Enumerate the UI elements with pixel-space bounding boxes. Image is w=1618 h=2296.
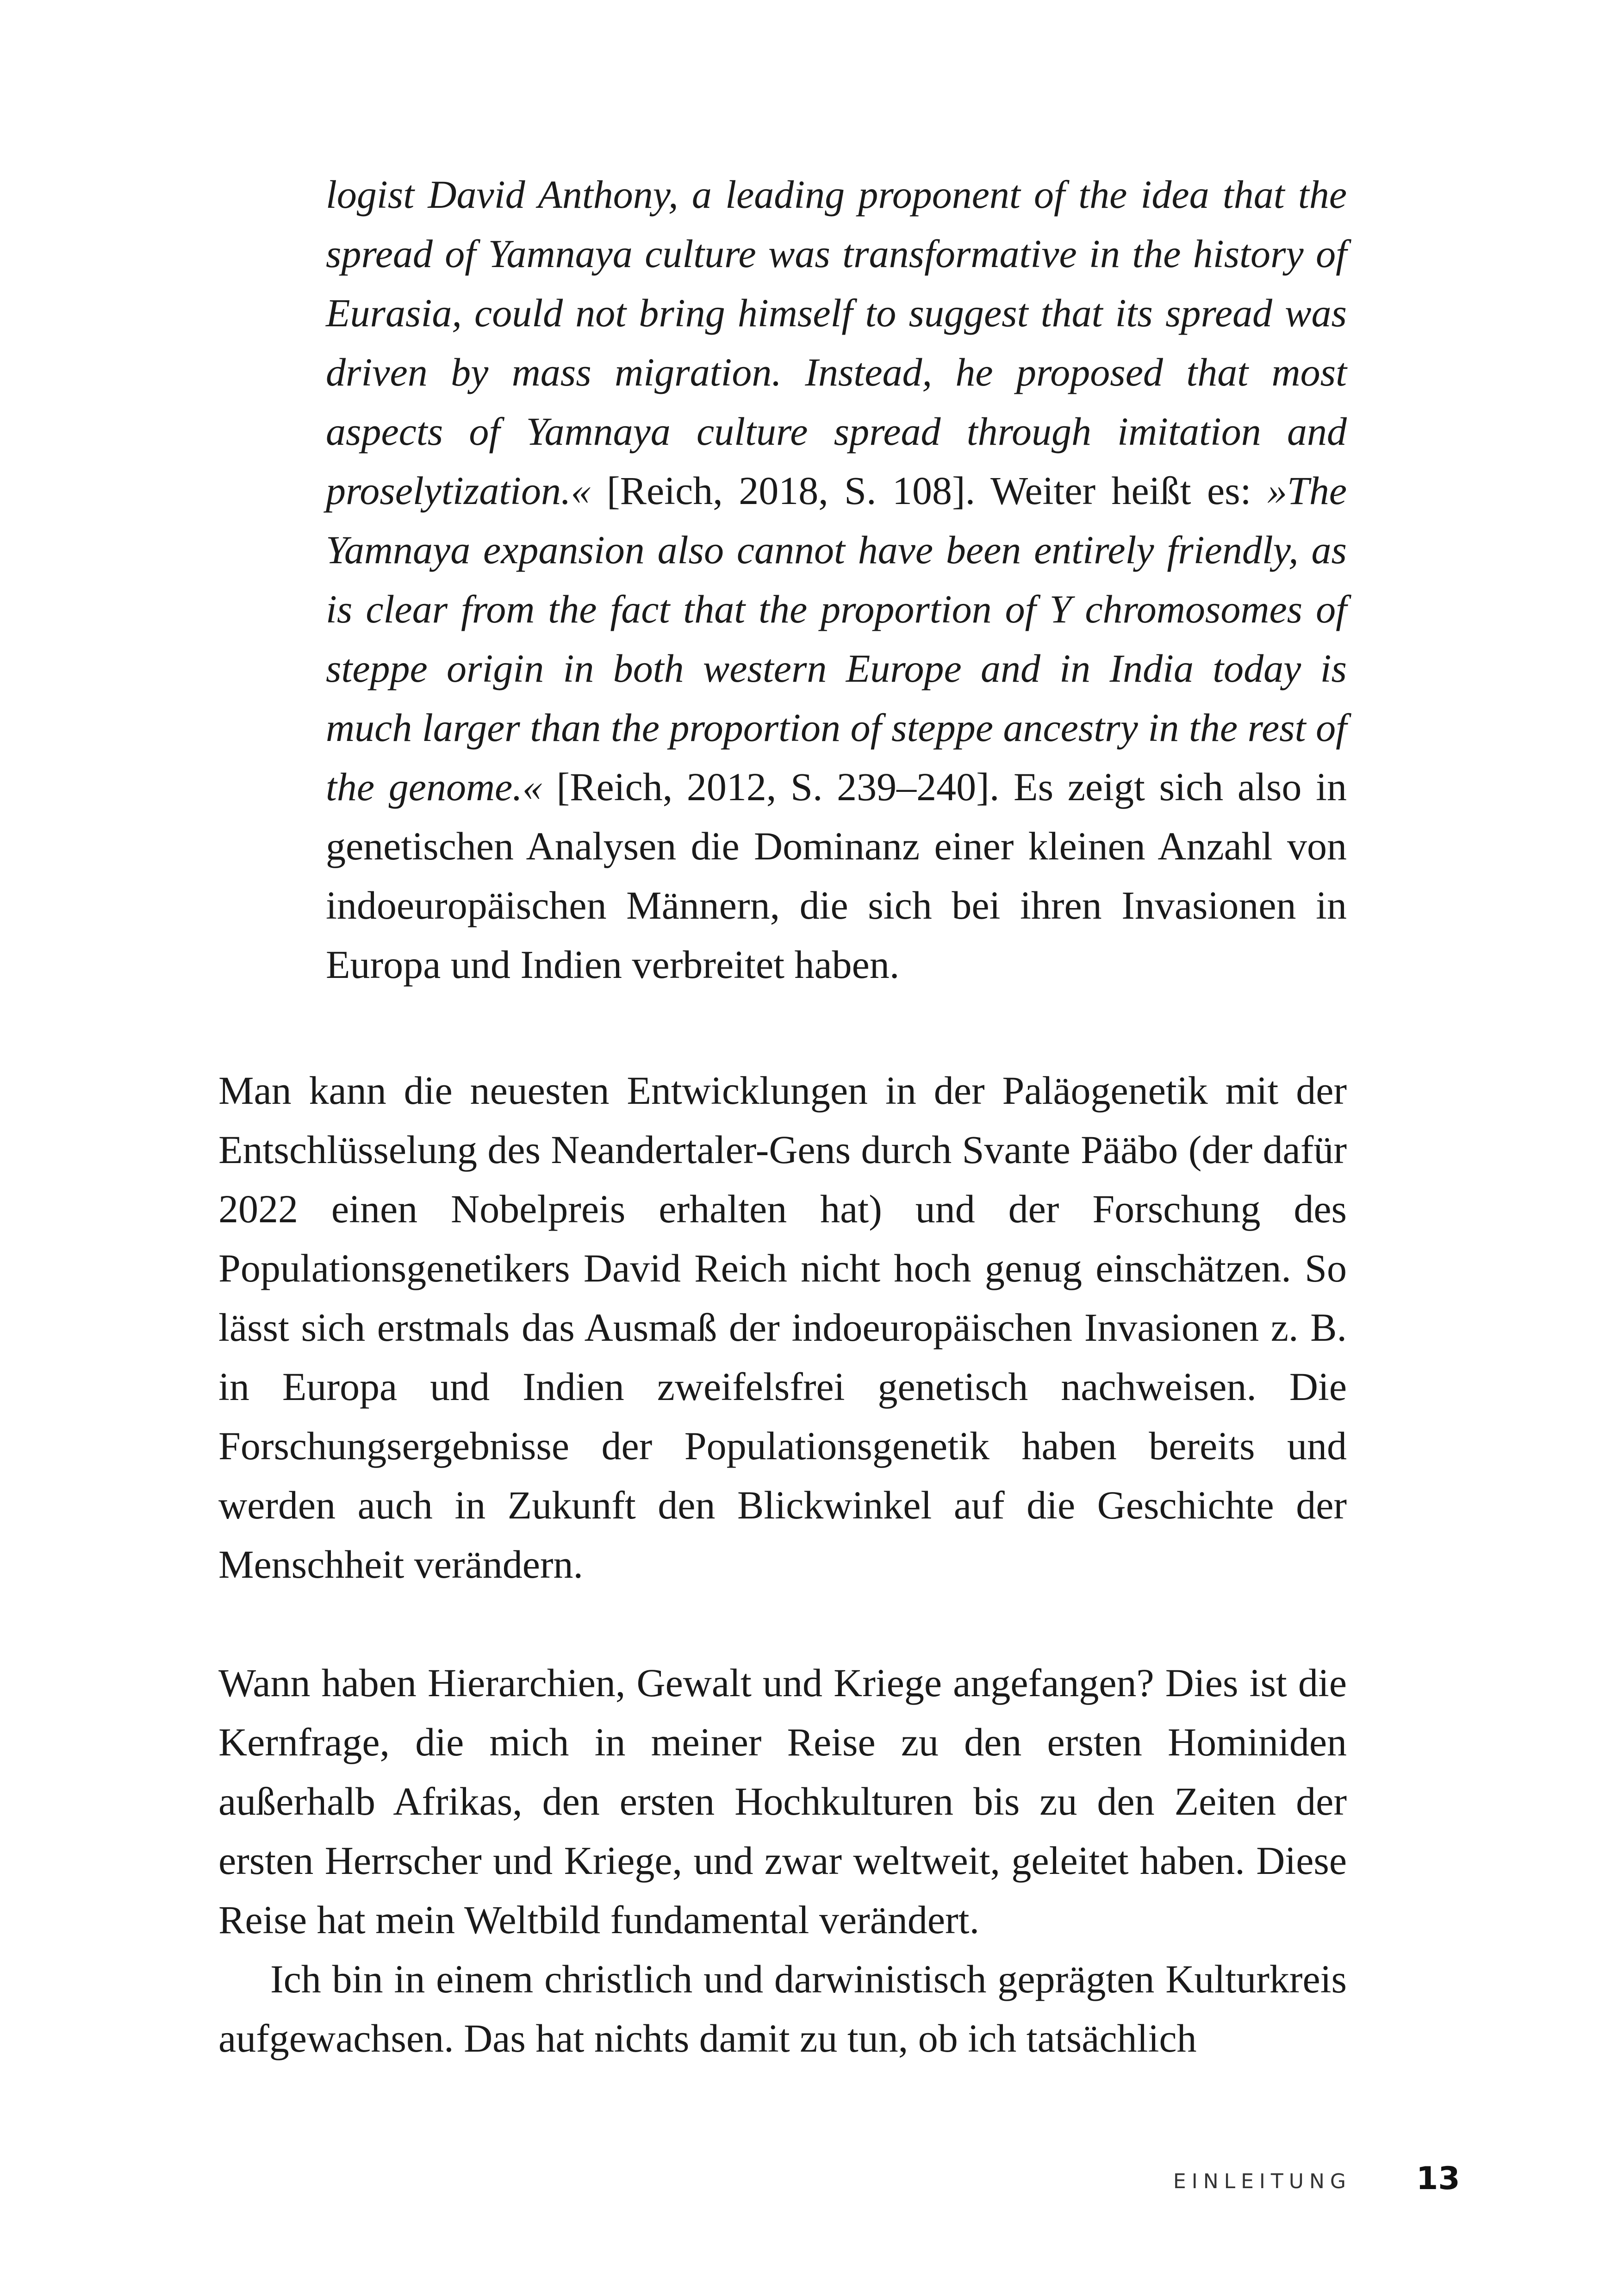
body-paragraph-1: Man kann die neuesten Entwicklungen in der Paläogenetik mit der Entschlüsselung des Neandertaler-Gens durch Svante Pääbo (der dafür 2022 einen Nobelpreis erhalten hat) und der Forschung des Populationsgenetikers David Reich nicht hoch genug einschätzen. So lässt sich erstmals das Ausmaß der indoeuropäischen Invasionen z. B. in Europa und Indien zweifelsfrei genetisch nachweisen. Die Forschungsergebnisse der Populationsgenetik haben bereits und werden auch in Zukunft den Blickwinkel auf die Geschichte der Menschheit verändern.	[218, 1068, 1347, 1587]
running-footer-section: EINLEITUNG	[1173, 2170, 1351, 2193]
quote-italic-1: logist David Anthony, a leading proponent of the idea that the spread of Yamnaya culture was transformative in the history of Eurasia, could not bring himself to suggest that its spread was driven by mass migration. Instead, he proposed that most aspects of Yamnaya culture spread through imitation and proselytization.«	[326, 172, 1347, 513]
quote-citation-2: [Reich, 2012, S. 239–240]. Es zeigt sich also in genetischen Analysen die Dominanz einer kleinen Anzahl von indoeuropäischen Männern, die sich bei ihren Invasionen in Europa und Indien verbreitet haben.	[326, 765, 1347, 987]
quote-citation-1: [Reich, 2018, S. 108]. Weiter heißt es:	[591, 468, 1267, 513]
quote-italic-2: »The Yamnaya expansion also cannot have been entirely friendly, as is clear from the fact that the proportion of Y chromosomes of steppe origin in both western Europe and in India today is much larger than the proportion of steppe ancestry in the rest of the genome.«	[326, 468, 1347, 809]
page-number: 13	[1416, 2160, 1460, 2197]
body-paragraph-3: Ich bin in einem christlich und darwinistisch geprägten Kulturkreis aufgewachsen. Das hat nichts damit zu tun, ob ich tatsächlich	[218, 1957, 1347, 2060]
block-quote	[326, 165, 1347, 994]
body-paragraph-2: Wann haben Hierarchien, Gewalt und Kriege angefangen? Dies ist die Kernfrage, die mich in meiner Reise zu den ersten Hominiden außerhalb Afrikas, den ersten Hochkulturen bis zu den Zeiten der ersten Herrscher und Kriege, und zwar weltweit, geleitet haben. Diese Reise hat mein Weltbild fundamental verändert.	[218, 1661, 1347, 1942]
